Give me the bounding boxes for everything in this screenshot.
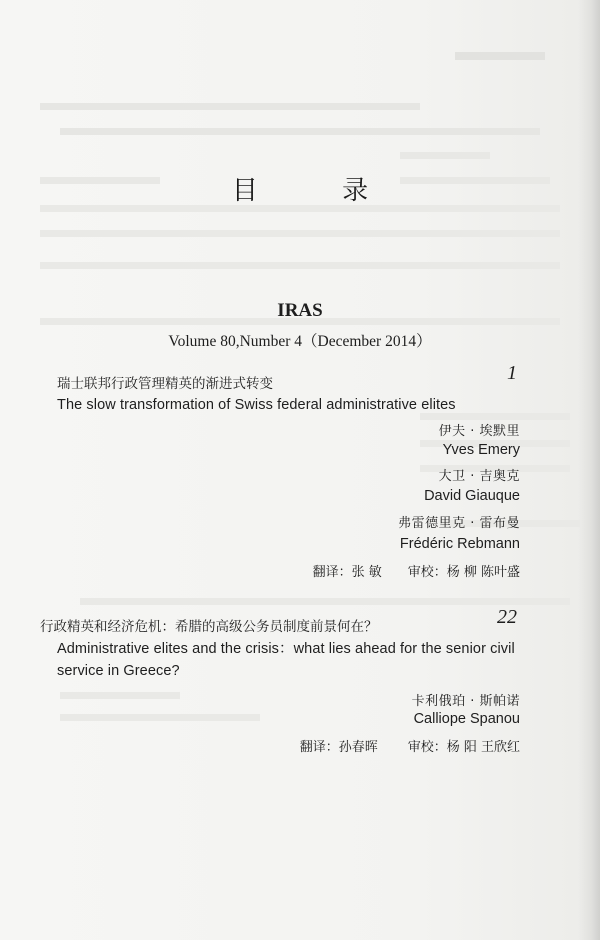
article-1-author-3-en: Frédéric Rebmann xyxy=(399,536,520,552)
toc-heading: 目 录 xyxy=(231,176,407,206)
article-2-translation-line xyxy=(300,736,520,755)
article-2-cn-title[interactable]: 行政精英和经济危机：希腊的高级公务员制度前景何在？ xyxy=(40,619,378,635)
article-1-author-1-cn: 伊夫 · 埃默里 xyxy=(438,424,520,439)
article-1-author-1-en: Yves Emery xyxy=(442,442,520,458)
article-2-en-title: Administrative elites and the crisis：what lies ahead for the senior civil service in Greece? xyxy=(57,641,515,679)
reviewer-names: 杨 柳 陈叶盛 xyxy=(446,565,520,580)
translator-label: 翻译： xyxy=(299,740,339,755)
reviewer-label: 审校： xyxy=(407,565,447,580)
reviewer-label: 审校： xyxy=(407,740,447,755)
article-1-cn-title[interactable]: 瑞士联邦行政管理精英的渐进式转变 xyxy=(57,376,273,392)
article-1-author-2-en: David Giauque xyxy=(424,488,520,504)
translator-name: 孙春晖 xyxy=(338,740,378,755)
article-1-en-title: The slow transformation of Swiss federal administrative elites xyxy=(57,397,456,413)
page-edge-shadow xyxy=(578,0,600,940)
article-1-author-3-cn: 弗雷德里克 · 雷布曼 xyxy=(398,516,520,531)
article-2-page-number[interactable]: 22 xyxy=(497,606,517,628)
reviewer-names: 杨 阳 王欣红 xyxy=(446,740,520,755)
journal-name: IRAS xyxy=(277,300,323,321)
article-1-translation-line xyxy=(313,561,520,580)
article-1-page-number[interactable]: 1 xyxy=(507,362,517,384)
article-2-author-1-cn: 卡利俄珀 · 斯帕诺 xyxy=(411,694,520,709)
translator-name: 张 敏 xyxy=(351,565,382,580)
article-2-author-1-en: Calliope Spanou xyxy=(413,711,520,727)
translator-label: 翻译： xyxy=(312,565,352,580)
volume-line: Volume 80,Number 4（December 2014） xyxy=(168,333,432,350)
article-1-author-2-cn: 大卫 · 吉奥克 xyxy=(438,469,520,484)
